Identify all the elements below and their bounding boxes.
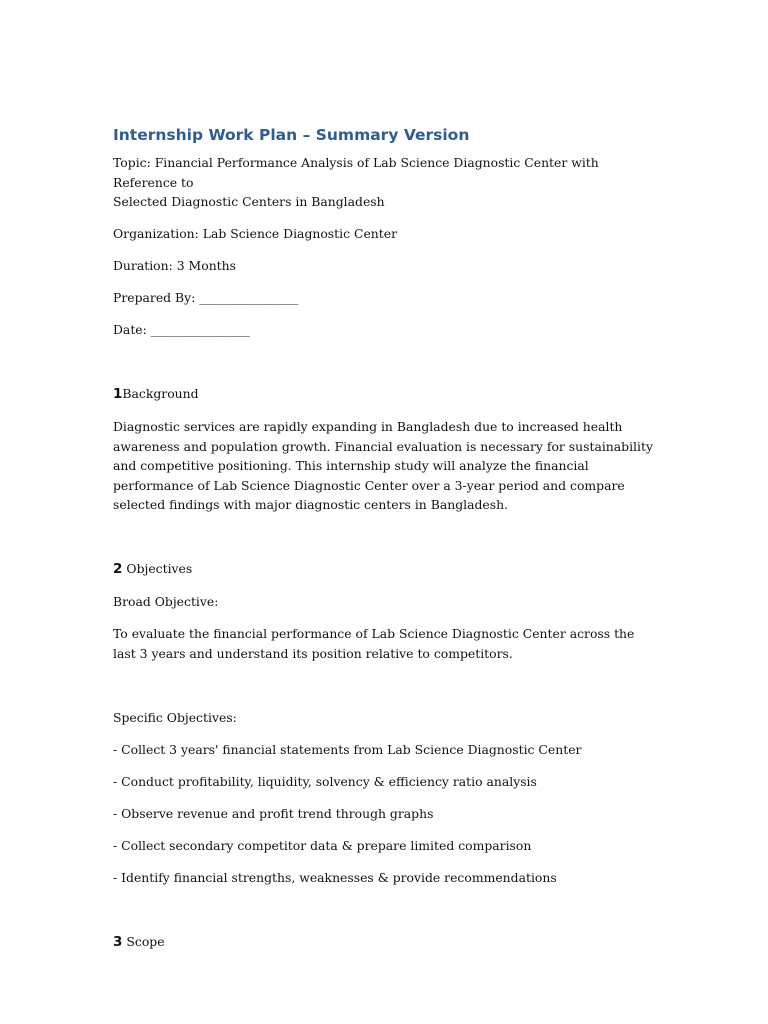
section-heading-label: Scope: [126, 933, 165, 949]
section-heading-label: Objectives: [126, 561, 193, 576]
section-heading-scope: [113, 932, 658, 953]
section-number: 2: [113, 561, 123, 577]
section-heading-label: Background: [122, 386, 199, 401]
objective-item: - Conduct profitability, liquidity, solvency & efficiency ratio analysis: [113, 773, 537, 789]
date-line: Date: ________________: [113, 322, 250, 337]
objective-item: - Collect secondary competitor data & prepare limited comparison: [113, 837, 532, 853]
organization-line: Organization: Lab Science Diagnostic Center: [113, 226, 398, 241]
document-content: [113, 122, 658, 965]
spacer: [113, 900, 658, 932]
section-heading-objectives: [113, 559, 658, 580]
topic-line-1: Topic: Financial Performance Analysis of Lab Science Diagnostic Center with Reference to: [113, 155, 599, 190]
spacer: [113, 676, 658, 708]
objective-item: - Identify financial strengths, weaknesses & provide recommendations: [113, 869, 557, 885]
section-number: 3: [113, 933, 123, 950]
prepared-by-line: Prepared By: ________________: [113, 290, 299, 305]
section-number: 1: [113, 386, 123, 402]
specific-objectives-label: Specific Objectives:: [113, 709, 237, 725]
duration-line: Duration: 3 Months: [113, 258, 236, 273]
background-paragraph: Diagnostic services are rapidly expanding in Bangladesh due to increased health awareness and population growth. Financial evaluation is necessary for sustainability and competitive positioning. This internship study will analyze the financial performance of Lab Science Diagnostic Center over a 3-year period and compare selected findings with major diagnostic centers in Bangladesh.: [113, 419, 653, 512]
broad-objective-text: To evaluate the financial performance of Lab Science Diagnostic Center across the last 3 years and understand its position relative to competitors.: [113, 626, 635, 661]
spacer: [113, 352, 658, 384]
topic-line-2: Selected Diagnostic Centers in Bangladesh: [113, 194, 385, 209]
objective-item: - Collect 3 years' financial statements from Lab Science Diagnostic Center: [113, 741, 582, 757]
objective-item: - Observe revenue and profit trend through graphs: [113, 805, 434, 821]
section-heading-background: [113, 384, 658, 405]
topic-paragraph: [113, 153, 658, 212]
spacer: [113, 527, 658, 559]
broad-objective-label: Broad Objective:: [113, 594, 219, 609]
document-title: Internship Work Plan – Summary Version: [113, 126, 470, 144]
